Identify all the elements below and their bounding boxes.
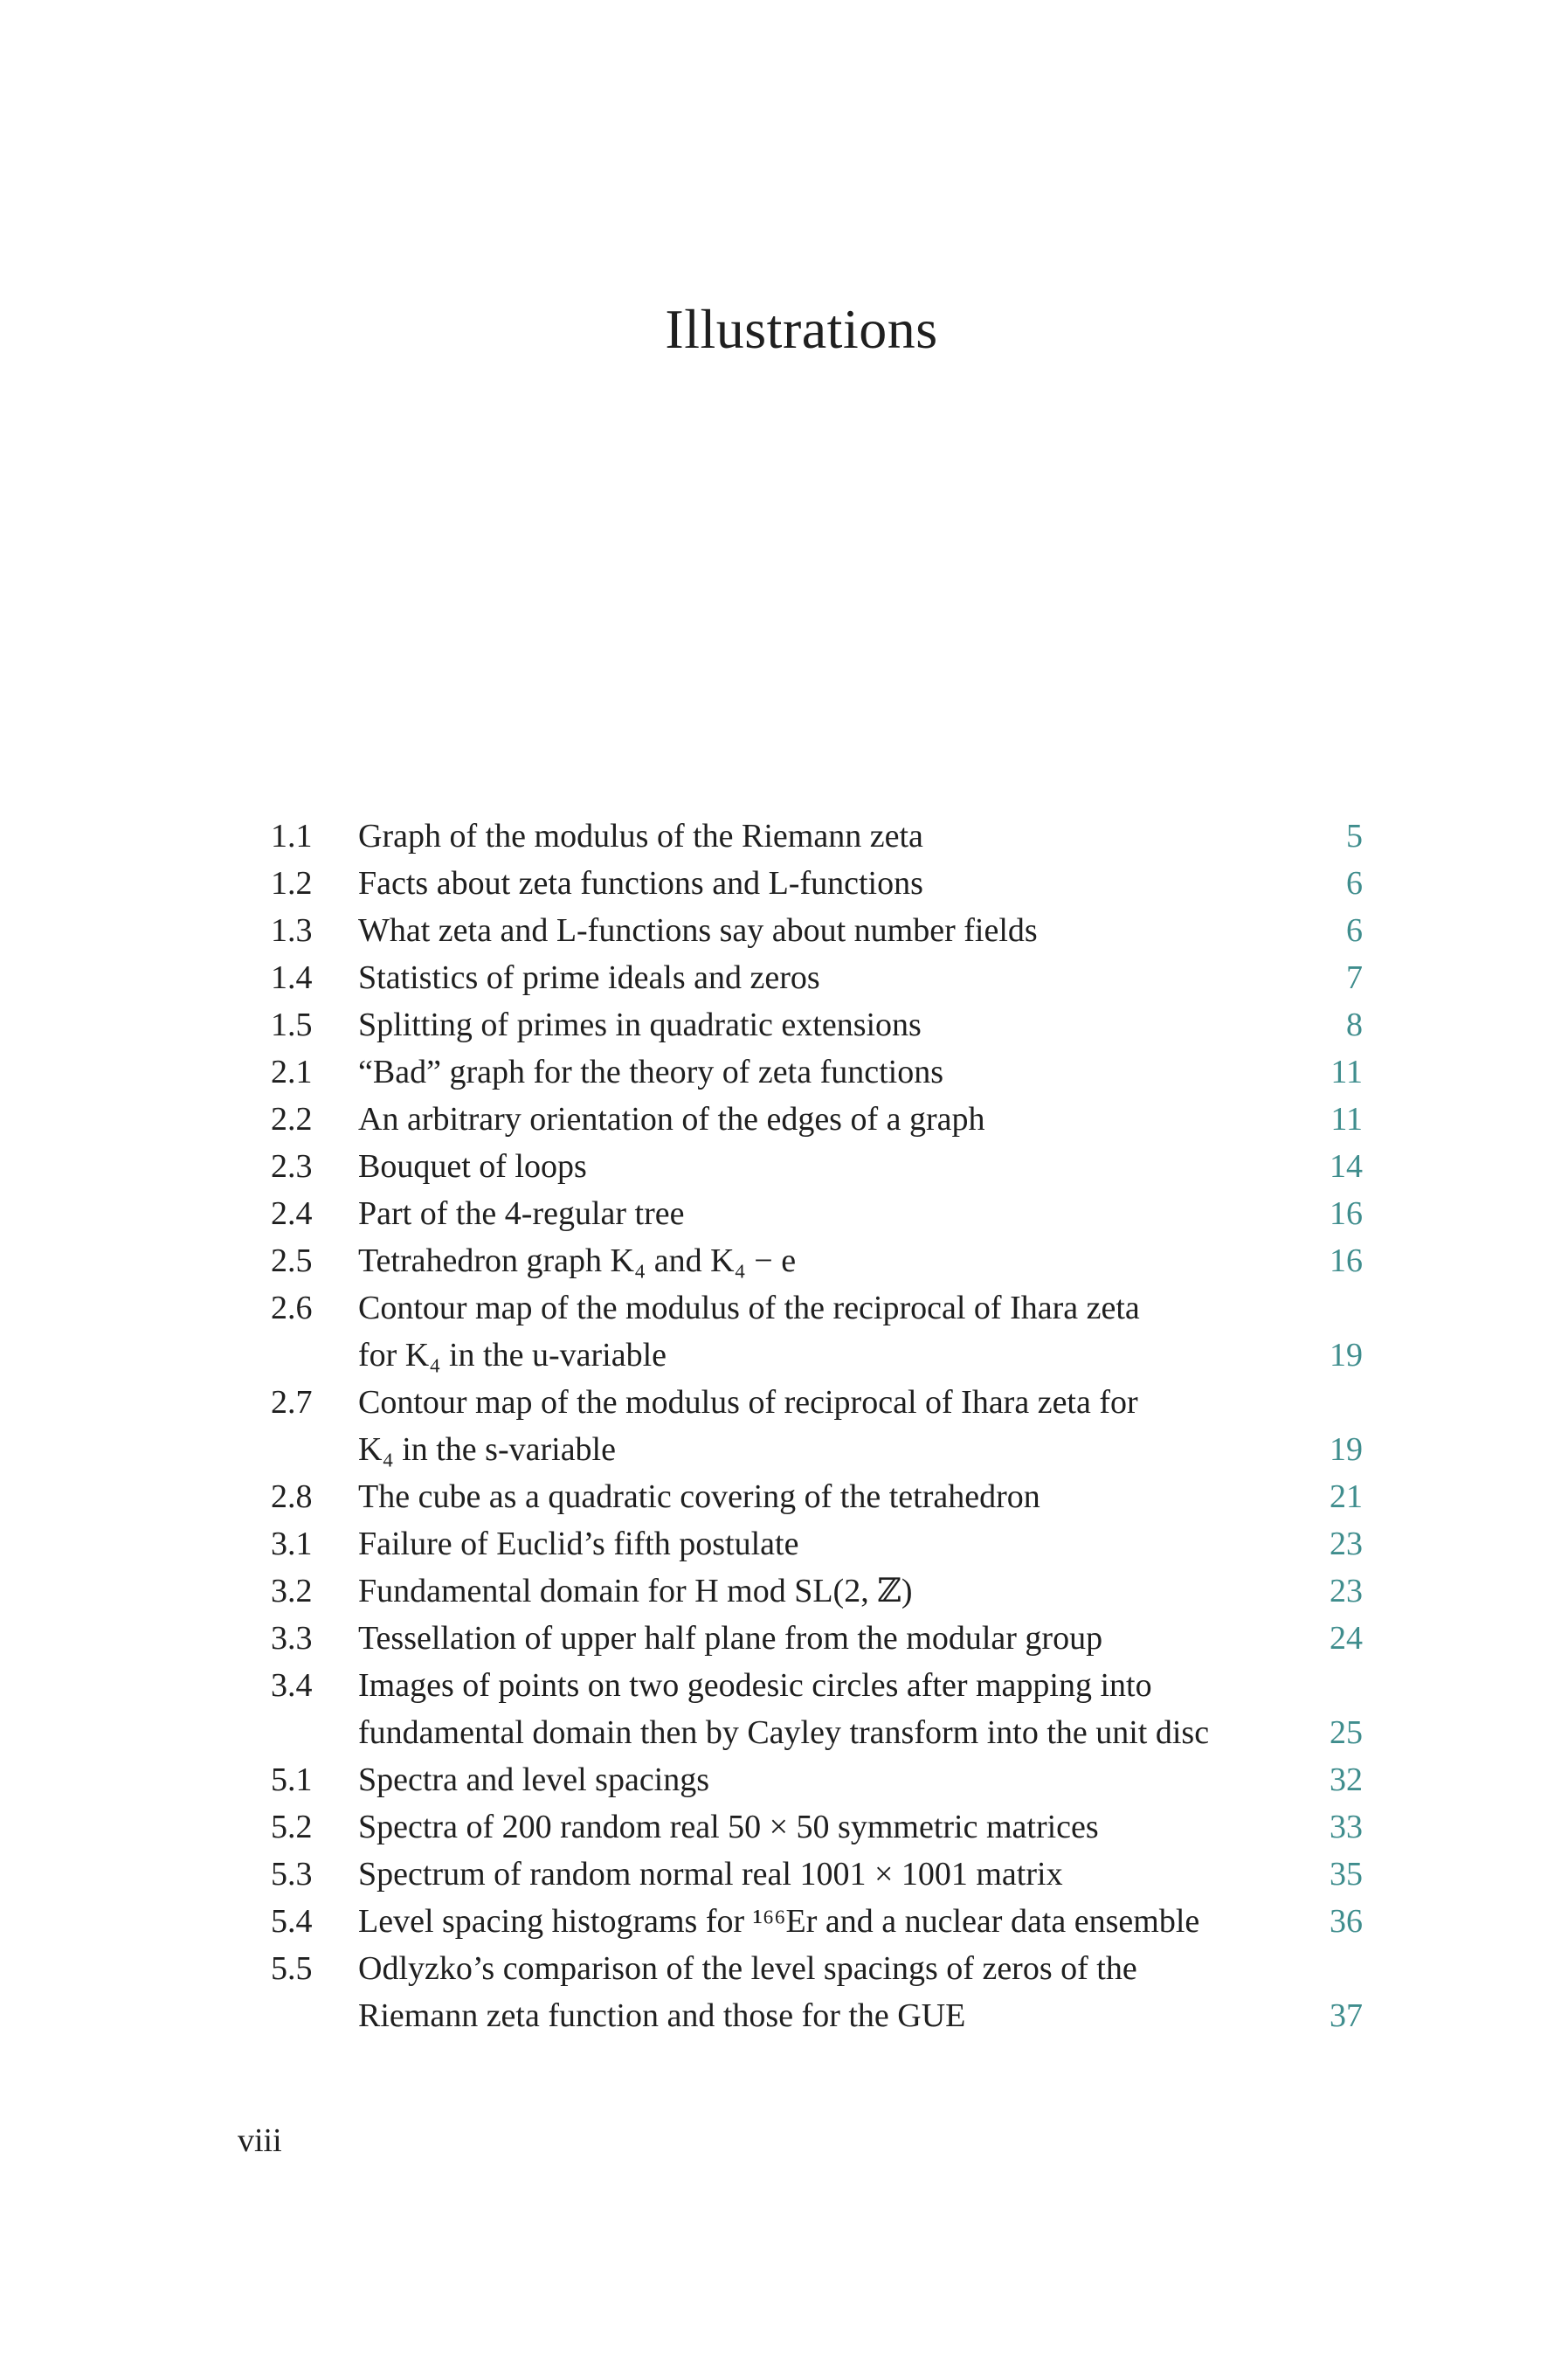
entry-number: 5.5 [271,1950,313,1987]
entry-title [358,1945,1284,2039]
illustration-entry[interactable] [271,1237,1363,1284]
entry-number: 2.8 [271,1478,313,1515]
entry-page-link[interactable]: 6 [1346,912,1363,949]
entry-page-link[interactable]: 16 [1330,1242,1363,1279]
entry-number: 2.7 [271,1384,313,1421]
illustrations-list [271,813,1363,2039]
entry-title-line: Spectrum of random normal real 1001 × 1001 matrix [358,1856,1063,1893]
entry-title-line: Failure of Euclid’s fifth postulate [358,1526,799,1562]
entry-title [358,860,1284,907]
entry-page-link[interactable]: 23 [1330,1526,1363,1562]
illustration-entry[interactable] [271,1568,1363,1615]
entry-title-line: Contour map of the modulus of reciprocal of Ihara zeta for [358,1384,1138,1421]
entry-page-link[interactable]: 25 [1330,1714,1363,1751]
entry-number: 5.3 [271,1856,313,1893]
illustration-entry[interactable] [271,1096,1363,1143]
entry-title-line: Tetrahedron graph K₄ and K₄ − e [358,1242,797,1279]
illustration-entry[interactable] [271,1520,1363,1568]
entry-title [358,1615,1284,1662]
entry-title-line: Spectra and level spacings [358,1761,710,1798]
entry-title-line: “Bad” graph for the theory of zeta functions [358,1054,944,1090]
illustration-entry[interactable] [271,1048,1363,1096]
entry-title [358,1803,1284,1851]
illustration-entry[interactable] [271,1379,1363,1473]
illustration-entry[interactable] [271,1945,1363,2039]
entry-number: 5.4 [271,1903,313,1940]
illustration-entry[interactable] [271,1001,1363,1048]
entry-number: 5.1 [271,1761,313,1798]
entry-title-line: for K₄ in the u-variable [358,1337,667,1374]
entry-title-line: Bouquet of loops [358,1148,587,1185]
entry-title [358,1662,1284,1756]
entry-title [358,1898,1284,1945]
entry-title-line: The cube as a quadratic covering of the tetrahedron [358,1478,1040,1515]
entry-page-link[interactable]: 36 [1330,1903,1363,1940]
entry-page-link[interactable]: 11 [1330,1101,1363,1138]
entry-title-line: Statistics of prime ideals and zeros [358,959,820,996]
entry-title [358,1473,1284,1520]
entry-page-link[interactable]: 19 [1330,1431,1363,1468]
entry-title-line: Spectra of 200 random real 50 × 50 symmetric matrices [358,1809,1099,1845]
entry-page-link[interactable]: 16 [1330,1195,1363,1232]
illustration-entry[interactable] [271,860,1363,907]
entry-title-line: Facts about zeta functions and L-functions [358,865,923,902]
entry-title [358,1851,1284,1898]
entry-number: 2.6 [271,1290,313,1326]
entry-title-line: Graph of the modulus of the Riemann zeta [358,818,923,855]
entry-page-link[interactable]: 21 [1330,1478,1363,1515]
entry-number: 2.4 [271,1195,313,1232]
entry-title [358,1379,1284,1473]
illustration-entry[interactable] [271,1143,1363,1190]
entry-number: 1.1 [271,818,313,855]
entry-number: 2.3 [271,1148,313,1185]
entry-title-line: Level spacing histograms for ¹⁶⁶Er and a nuclear data ensemble [358,1903,1200,1940]
entry-title [358,1048,1284,1096]
illustration-entry[interactable] [271,1898,1363,1945]
entry-title [358,1190,1284,1237]
illustration-entry[interactable] [271,1615,1363,1662]
illustration-entry[interactable] [271,1756,1363,1803]
entry-title [358,1001,1284,1048]
entry-title [358,1143,1284,1190]
entry-title [358,907,1284,954]
entry-page-link[interactable]: 23 [1330,1573,1363,1609]
entry-page-link[interactable]: 8 [1346,1007,1363,1043]
illustration-entry[interactable] [271,1190,1363,1237]
entry-number: 1.5 [271,1007,313,1043]
entry-number: 1.2 [271,865,313,902]
entry-number: 1.3 [271,912,313,949]
entry-page-link[interactable]: 32 [1330,1761,1363,1798]
entry-title [358,813,1284,860]
illustration-entry[interactable] [271,954,1363,1001]
entry-title-line: Fundamental domain for H mod SL(2, ℤ) [358,1573,913,1609]
entry-title [358,1568,1284,1615]
entry-page-link[interactable]: 14 [1330,1148,1363,1185]
entry-title-line: What zeta and L-functions say about number fields [358,912,1038,949]
illustration-entry[interactable] [271,1662,1363,1756]
illustration-entry[interactable] [271,813,1363,860]
entry-page-link[interactable]: 37 [1330,1997,1363,2034]
entry-title [358,954,1284,1001]
entry-title-line: fundamental domain then by Cayley transform into the unit disc [358,1714,1210,1751]
entry-title-line: K₄ in the s-variable [358,1431,616,1468]
entry-title-line: Tessellation of upper half plane from the modular group [358,1620,1103,1657]
entry-page-link[interactable]: 19 [1330,1337,1363,1374]
entry-page-link[interactable]: 6 [1346,865,1363,902]
entry-page-link[interactable]: 24 [1330,1620,1363,1657]
illustration-entry[interactable] [271,1473,1363,1520]
entry-page-link[interactable]: 33 [1330,1809,1363,1845]
folio-page-number: viii [238,2122,282,2159]
entry-number: 5.2 [271,1809,313,1845]
entry-number: 3.1 [271,1526,313,1562]
entry-title-line: An arbitrary orientation of the edges of a graph [358,1101,985,1138]
entry-page-link[interactable]: 11 [1330,1054,1363,1090]
entry-title [358,1096,1284,1143]
entry-title [358,1237,1284,1284]
page-title: Illustrations [665,298,938,360]
entry-title-line: Odlyzko’s comparison of the level spacings of zeros of the [358,1950,1137,1987]
entry-page-link[interactable]: 35 [1330,1856,1363,1893]
entry-title-line: Riemann zeta function and those for the GUE [358,1997,966,2034]
entry-title [358,1520,1284,1568]
entry-page-link[interactable]: 5 [1346,818,1363,855]
entry-title-line: Splitting of primes in quadratic extensions [358,1007,922,1043]
illustration-entry[interactable] [271,907,1363,954]
entry-number: 1.4 [271,959,313,996]
illustration-entry[interactable] [271,1803,1363,1851]
entry-title [358,1756,1284,1803]
entry-title [358,1284,1284,1379]
entry-number: 2.5 [271,1242,313,1279]
entry-number: 2.2 [271,1101,313,1138]
entry-title-line: Images of points on two geodesic circles after mapping into [358,1667,1152,1704]
illustration-entry[interactable] [271,1284,1363,1379]
entry-number: 3.3 [271,1620,313,1657]
illustration-entry[interactable] [271,1851,1363,1898]
entry-number: 3.2 [271,1573,313,1609]
entry-page-link[interactable]: 7 [1346,959,1363,996]
entry-number: 2.1 [271,1054,313,1090]
entry-title-line: Contour map of the modulus of the reciprocal of Ihara zeta [358,1290,1140,1326]
entry-number: 3.4 [271,1667,313,1704]
entry-title-line: Part of the 4-regular tree [358,1195,685,1232]
